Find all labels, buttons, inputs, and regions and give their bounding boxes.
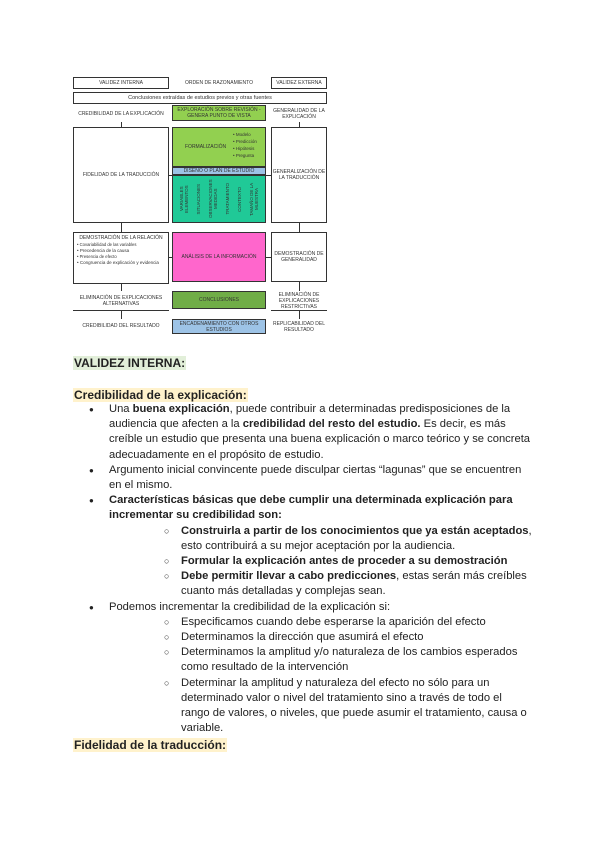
text: Una xyxy=(109,403,133,415)
heading-fidelidad: Fidelidad de la traducción: xyxy=(74,738,227,752)
design-column: VARIABLES ELEMENTOS xyxy=(179,185,190,213)
demostracion-relacion-title: DEMOSTRACIÓN DE LA RELACIÓN xyxy=(79,235,163,241)
text-bold: buena explicación xyxy=(132,403,230,415)
connector-line xyxy=(121,284,122,291)
eliminacion-alternativas-box: ELIMINACIÓN DE EXPLICACIONES ALTERNATIVAS xyxy=(73,291,169,311)
demostracion-item: • Congruencia de explicación y evidencia xyxy=(77,260,159,265)
formalizacion-list xyxy=(233,131,265,164)
conclusions-banner: Conclusiones extraídas de estudios previos y otras fuentes xyxy=(73,92,327,104)
design-column: TAMAÑO DE LA MUESTRA xyxy=(248,182,259,216)
sub-list-item: ○ Determinar la amplitud y naturaleza del efecto no sólo para un determinado valor o nivel del tratamiento sino a través de todo el rango de valores, o niveles, que puede asumir el tratamiento, causa o variable. xyxy=(109,676,533,737)
sub-list-item: ○ Determinamos la amplitud y/o naturaleza de los cambios esperados como resultado de la intervención xyxy=(109,645,533,675)
conclusiones-box: CONCLUSIONES xyxy=(172,291,266,309)
design-column: CONTEXTO xyxy=(236,186,242,212)
list-item xyxy=(73,402,533,463)
text: Es decir, es más creíble un estudio que presenta una buena explicación o marco teórico y se concreta adecuadamente en el propósito de estudio. xyxy=(109,418,531,461)
validity-diagram xyxy=(73,75,327,334)
connector-line xyxy=(266,257,271,258)
header-orden-razonamiento: ORDEN DE RAZONAMIENTO xyxy=(171,77,267,89)
fidelidad-traduccion-box: FIDELIDAD DE LA TRADUCCIÓN xyxy=(73,127,169,223)
connector-line xyxy=(266,175,271,176)
design-column: SITUACIONES xyxy=(196,183,202,215)
header-validez-interna: VALIDEZ INTERNA xyxy=(73,77,169,89)
design-columns xyxy=(172,175,266,223)
connector-line xyxy=(299,282,300,291)
text-bold: Formular la explicación antes de proceder a su demostración xyxy=(181,555,508,568)
connector-line xyxy=(299,311,300,319)
demostracion-relacion-box xyxy=(73,232,169,284)
design-column: OBSERVACIONES MEDIDAS xyxy=(208,179,219,219)
header-validez-externa: VALIDEZ EXTERNA xyxy=(271,77,327,89)
connector-line xyxy=(299,223,300,232)
text: , puede contribuir a determinadas predisposiciones de la audiencia que afecten a la xyxy=(109,403,511,431)
generalidad-explicacion-box: GENERALIDAD DE LA EXPLICACIÓN xyxy=(271,105,327,122)
credibilidad-resultado-box: CREDIBILIDAD DEL RESULTADO xyxy=(73,319,169,333)
text-bold: Debe permitir llevar a cabo predicciones xyxy=(181,570,397,583)
text-bold: credibilidad del resto del estudio. xyxy=(242,418,421,431)
list-item xyxy=(73,493,533,599)
diseno-box: DISEÑO O PLAN DE ESTUDIO xyxy=(172,167,266,175)
connector-line xyxy=(121,311,122,319)
connector-line xyxy=(169,175,172,176)
credibilidad-explicacion-box: CREDIBILIDAD DE LA EXPLICACIÓN xyxy=(73,105,169,122)
formalizacion-label: FORMALIZACIÓN xyxy=(185,144,227,150)
list-item xyxy=(73,600,533,737)
text-bold: Características básicas que debe cumplir una determinada explicación para incrementar su credibilidad son: xyxy=(109,494,513,522)
replicabilidad-box: REPLICABILIDAD DEL RESULTADO xyxy=(271,319,327,334)
formalizacion-item: • Pregunta xyxy=(233,153,255,158)
design-column: TRATAMIENTO xyxy=(224,183,230,215)
sub-list-item xyxy=(109,554,533,569)
demostracion-item: • Presencia de efecto xyxy=(77,254,117,259)
analisis-box: ANÁLISIS DE LA INFORMACIÓN xyxy=(172,232,266,282)
sub-list-item xyxy=(109,569,533,599)
text: , esto contribuirá a su mejor aceptación por la audiencia. xyxy=(181,524,532,552)
heading-validez-interna: VALIDEZ INTERNA: xyxy=(74,356,186,370)
formalizacion-item: • Hipótesis xyxy=(233,146,255,151)
demostracion-item: • Precedencia de la causa xyxy=(77,248,130,253)
text-bold: Construirla a partir de los conocimientos que ya están aceptados xyxy=(181,524,529,537)
encadenamiento-box: ENCADENAMIENTO CON OTROS ESTUDIOS xyxy=(172,319,266,334)
generalizacion-traduccion-box: GENERALIZACIÓN DE LA TRADUCCIÓN xyxy=(271,127,327,223)
connector-line xyxy=(299,122,300,127)
list-item xyxy=(73,463,533,493)
formalizacion-item: • Predicción xyxy=(233,139,257,144)
heading-credibilidad: Credibilidad de la explicación: xyxy=(74,388,247,402)
sub-list-item: ○ Determinamos la dirección que asumirá el efecto xyxy=(109,630,533,645)
text: , estas serán más creíbles cuanto más detalladas y complejas sean. xyxy=(181,570,527,598)
sub-list-item: ○ Especificamos cuando debe esperarse la aparición del efecto xyxy=(109,615,533,630)
demostracion-generalidad-box: DEMOSTRACIÓN DE GENERALIDAD xyxy=(271,232,327,282)
connector-line xyxy=(121,223,122,232)
text: Argumento inicial convincente puede disculpar ciertas “lagunas” que se encuentren en el mismo. xyxy=(109,463,522,492)
connector-line xyxy=(121,122,122,127)
text: Podemos incrementar la credibilidad de la explicación si: xyxy=(109,600,391,613)
connector-line xyxy=(169,257,172,258)
sub-list-item xyxy=(109,524,533,554)
body-content xyxy=(73,402,533,736)
exploracion-box: EXPLORACIÓN SOBRE REVISIÓN - GENERA PUNTO DE VISTA xyxy=(172,105,266,121)
eliminacion-restrictivas-box: ELIMINACIÓN DE EXPLICACIONES RESTRICTIVAS xyxy=(271,291,327,311)
demostracion-item: • Covariabilidad de las variables xyxy=(77,242,137,247)
formalizacion-item: • Modelo xyxy=(233,132,251,137)
